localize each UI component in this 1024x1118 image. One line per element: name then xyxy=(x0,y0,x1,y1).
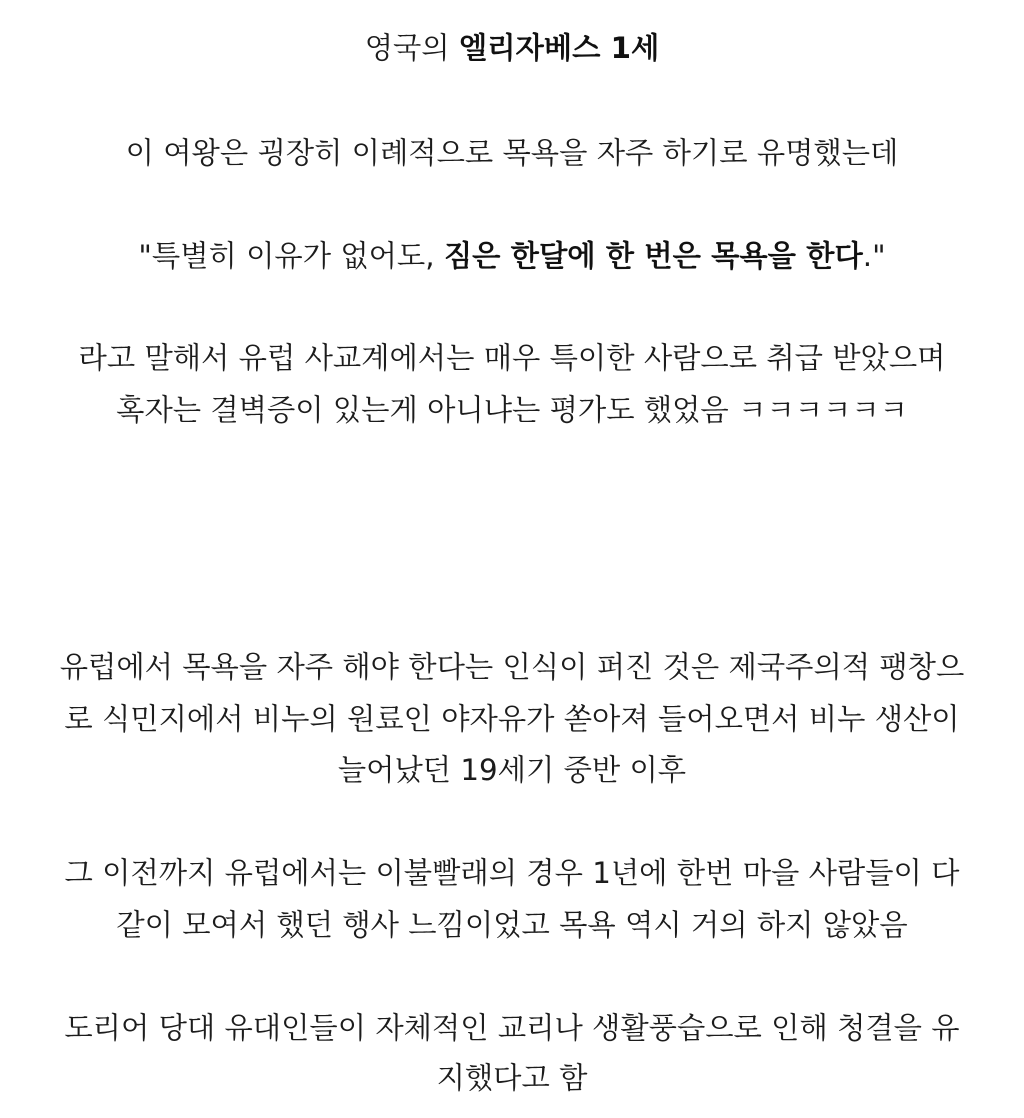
title-name: 엘리자베스 1세 xyxy=(458,31,660,65)
quote xyxy=(0,236,1024,276)
paragraph-3-line-3: 늘어났던 19세기 중반 이후 xyxy=(337,753,687,787)
paragraph-1-line-1: 이 여왕은 굉장히 이례적으로 목욕을 자주 하기로 유명했는데 xyxy=(125,136,899,170)
quote-bold: 짐은 한달에 한 번은 목욕을 한다 xyxy=(443,239,863,273)
quote-prefix: "특별히 이유가 없어도, xyxy=(138,239,444,273)
paragraph-3-line-2: 로 식민지에서 비누의 원료인 야자유가 쏟아져 들어오면서 비누 생산이 xyxy=(64,702,960,736)
paragraph-2-line-2: 혹자는 결벽증이 있는게 아니냐는 평가도 했었음 ㅋㅋㅋㅋㅋㅋ xyxy=(116,393,908,427)
paragraph-4-line-2: 같이 모여서 했던 행사 느낌이었고 목욕 역시 거의 하지 않았음 xyxy=(116,908,908,942)
paragraph-5-line-2: 지했다고 함 xyxy=(436,1061,588,1095)
paragraph-5-line-1: 도리어 당대 유대인들이 자체적인 교리나 생활풍습으로 인해 청결을 유 xyxy=(64,1011,960,1045)
title-prefix: 영국의 xyxy=(364,31,459,65)
title xyxy=(0,28,1024,68)
paragraph-4-line-1: 그 이전까지 유럽에서는 이불빨래의 경우 1년에 한번 마을 사람들이 다 xyxy=(64,856,960,890)
quote-suffix: ." xyxy=(862,239,886,273)
paragraph-2-line-1: 라고 말해서 유럽 사교계에서는 매우 특이한 사람으로 취급 받았으며 xyxy=(78,341,946,375)
paragraph-3-line-1: 유럽에서 목욕을 자주 해야 한다는 인식이 퍼진 것은 제국주의적 팽창으 xyxy=(59,650,965,684)
